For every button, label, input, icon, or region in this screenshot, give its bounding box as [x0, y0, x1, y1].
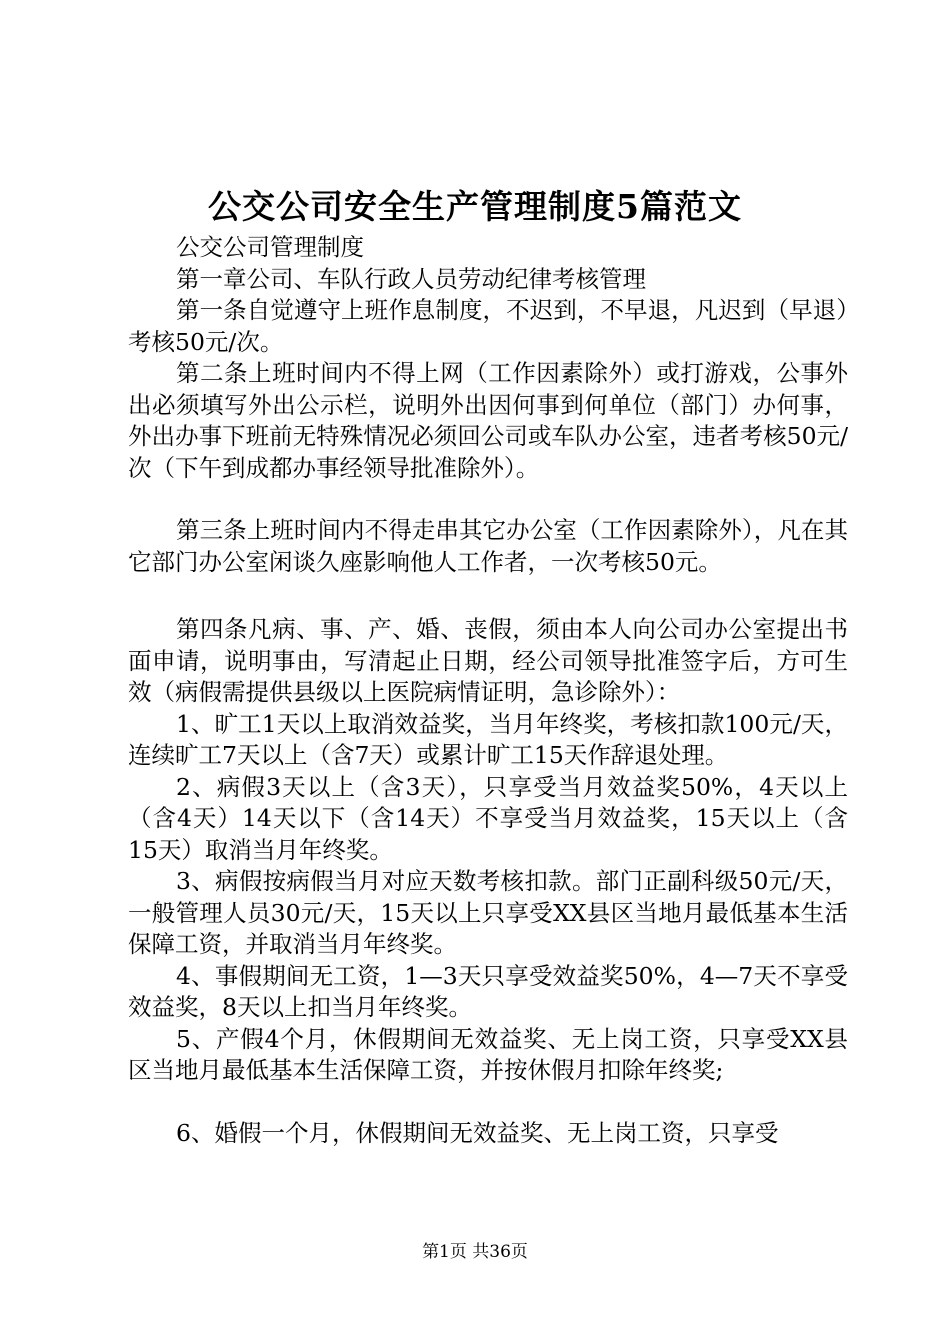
paragraph: 公交公司管理制度 [176, 233, 364, 261]
paragraph: 第三条上班时间内不得走串其它办公室（工作因素除外），凡在其它部门办公室闲谈久座影响他人工作者，一次考核50元。 [128, 516, 848, 576]
paragraph: 第四条凡病、事、产、婚、丧假，须由本人向公司办公室提出书面申请，说明事由，写清起止日期，经公司领导批准签字后，方可生效（病假需提供县级以上医院病情证明，急诊除外）： [128, 615, 848, 706]
paragraph: 6、婚假一个月，休假期间无效益奖、无上岗工资，只享受 [176, 1118, 779, 1147]
paragraph: 4、事假期间无工资，1—3天只享受效益奖50%，4—7天不享受效益奖，8天以上扣当月年终奖。 [128, 961, 848, 1021]
paragraph: 1、旷工1天以上取消效益奖，当月年终奖，考核扣款100元/天，连续旷工7天以上（含7天）或累计旷工15天作辞退处理。 [128, 709, 848, 769]
paragraph: 第二条上班时间内不得上网（工作因素除外）或打游戏，公事外出必须填写外出公示栏，说明外出因何事到何单位（部门）办何事，外出办事下班前无特殊情况必须回公司或车队办公室，违者考核50元/次（下午到成都办事经领导批准除外）。 [128, 359, 848, 482]
paragraph: 第一条自觉遵守上班作息制度，不迟到，不早退，凡迟到（早退）考核50元/次。 [128, 296, 848, 356]
paragraph: 2、病假3天以上（含3天），只享受当月效益奖50%，4天以上（含4天）14天以下（含14天）不享受当月效益奖，15天以上（含15天）取消当月年终奖。 [128, 772, 848, 864]
paragraph: 5、产假4个月，休假期间无效益奖、无上岗工资，只享受XX县区当地月最低基本生活保障工资，并按休假月扣除年终奖; [128, 1024, 848, 1084]
paragraph: 3、病假按病假当月对应天数考核扣款。部门正副科级50元/天，一般管理人员30元/天，15天以上只享受XX县区当地月最低基本生活保障工资，并取消当月年终奖。 [128, 867, 848, 958]
document-body [128, 232, 848, 1149]
document-title: 公交公司安全生产管理制度5篇范文 [208, 187, 742, 226]
paragraph: 第一章公司、车队行政人员劳动纪律考核管理 [176, 264, 646, 293]
page-number-footer: 第1页 共36页 [422, 1242, 528, 1262]
